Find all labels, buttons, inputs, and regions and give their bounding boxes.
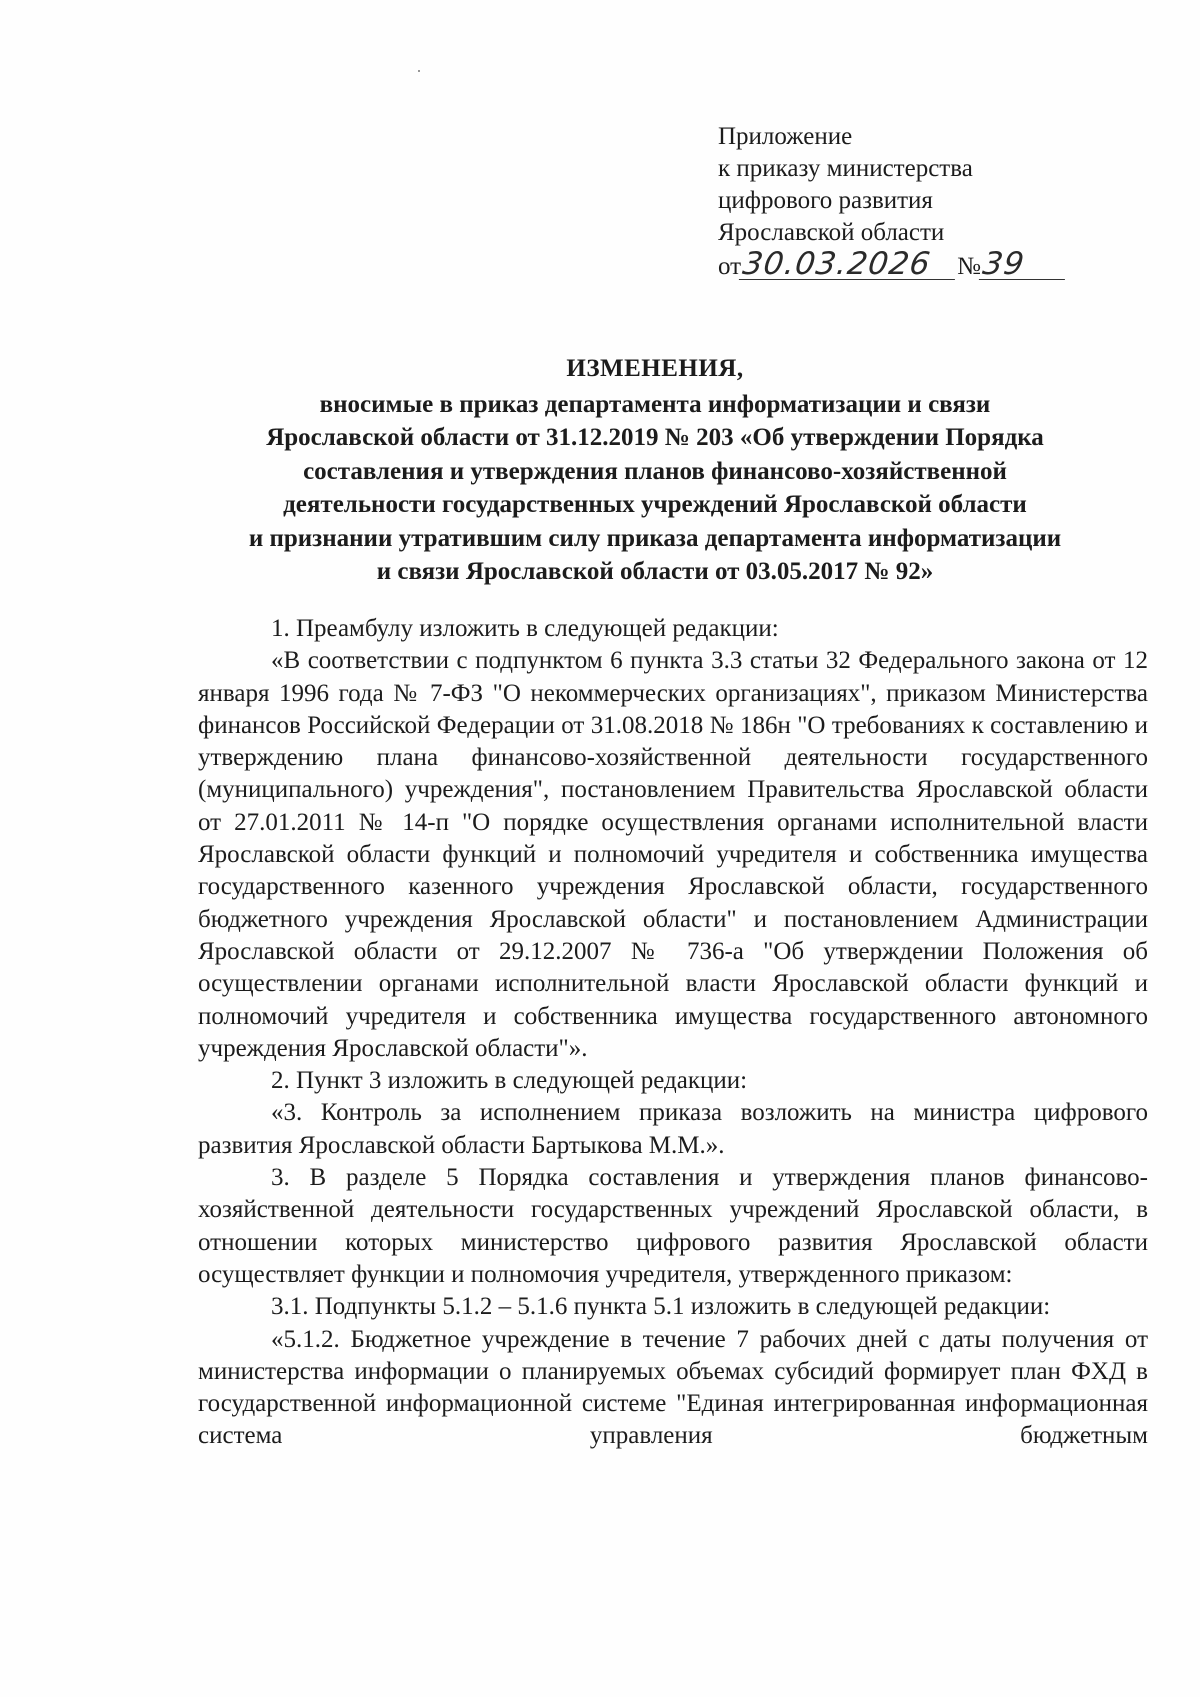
appendix-line-1: Приложение: [718, 123, 853, 150]
paragraph-6: 3.1. Подпункты 5.1.2 – 5.1.6 пункта 5.1 изложить в следующей редакции:: [271, 1293, 1051, 1321]
handwritten-date: 30.03.2026: [739, 249, 959, 280]
paragraph-1: 1. Преамбулу изложить в следующей редакции:: [271, 615, 779, 642]
handwritten-number: 39: [979, 249, 1069, 280]
appendix-line-2: к приказу министерства: [718, 155, 973, 182]
paragraph-4: «3. Контроль за исполнением приказа возложить на министра цифрового развития Ярославской области Бартыкова М.М.».: [198, 1099, 1148, 1159]
number-label: №: [957, 253, 981, 280]
title-line-5: и признании утратившим силу приказа департамента информатизации: [248, 524, 1062, 552]
document-body: [198, 613, 1148, 1453]
appendix-line-3: цифрового развития: [718, 187, 933, 214]
paragraph-7: «5.1.2. Бюджетное учреждение в течение 7 рабочих дней с даты получения от министерства информации о планируемых объемах субсидий формирует план ФХД в государственной информационной системе "Единая интегрированная информационная система управления бюджетным: [198, 1325, 1148, 1450]
title-line-1: вносимые в приказ департамента информатизации и связи: [319, 390, 991, 418]
title-heading: ИЗМЕНЕНИЯ,: [566, 355, 744, 382]
title-line-3: составления и утверждения планов финансово-хозяйственной: [303, 457, 1007, 485]
document-title: [180, 352, 1130, 589]
paragraph-5: 3. В разделе 5 Порядка составления и утверждения планов финансово-хозяйственной деятельности государственных учреждений Ярославской области, в отношении которых министерство цифрового развития Ярославской области осуществляет функции и полномочия учредителя, утвержденного приказом:: [198, 1164, 1148, 1288]
scan-speck: [418, 70, 420, 72]
title-line-2: Ярославской области от 31.12.2019 № 203 «Об утверждении Порядка: [266, 424, 1044, 451]
from-label: от: [718, 253, 742, 280]
appendix-line-4: Ярославской области: [718, 219, 945, 246]
appendix-date-number-line: [718, 246, 1158, 289]
title-line-4: деятельности государственных учреждений Ярославской области: [283, 491, 1027, 518]
paragraph-3: 2. Пункт 3 изложить в следующей редакции:: [271, 1067, 748, 1095]
title-line-6: и связи Ярославской области от 03.05.2017 № 92»: [376, 558, 934, 585]
appendix-header: [718, 121, 1158, 289]
paragraph-2-preamble: «В соответствии с подпунктом 6 пункта 3.3 статьи 32 Федерального закона от 12 января 1996 года № 7-ФЗ "О некоммерческих организациях", приказом Министерства финансов Российской Федерации от 31.08.2018 № 186н "О требованиях к составлению и утверждению плана финансово-хозяйственной деятельности государственного (муниципального) учреждения", постановлением Правительства Ярославской области от 27.01.2011 № 14-п "О порядке осуществления органами исполнительной власти Ярославской области функций и полномочий учредителя и собственника имущества государственного казенного учреждения Ярославской области, государственного бюджетного учреждения Ярославской области" и постановлением Администрации Ярославской области от 29.12.2007 № 736-а "Об утверждении Положения об осуществлении органами исполнительной власти Ярославской области функций и полномочий учредителя и собственника имущества государственного автономного учреждения Ярославской области"».: [198, 647, 1148, 1062]
